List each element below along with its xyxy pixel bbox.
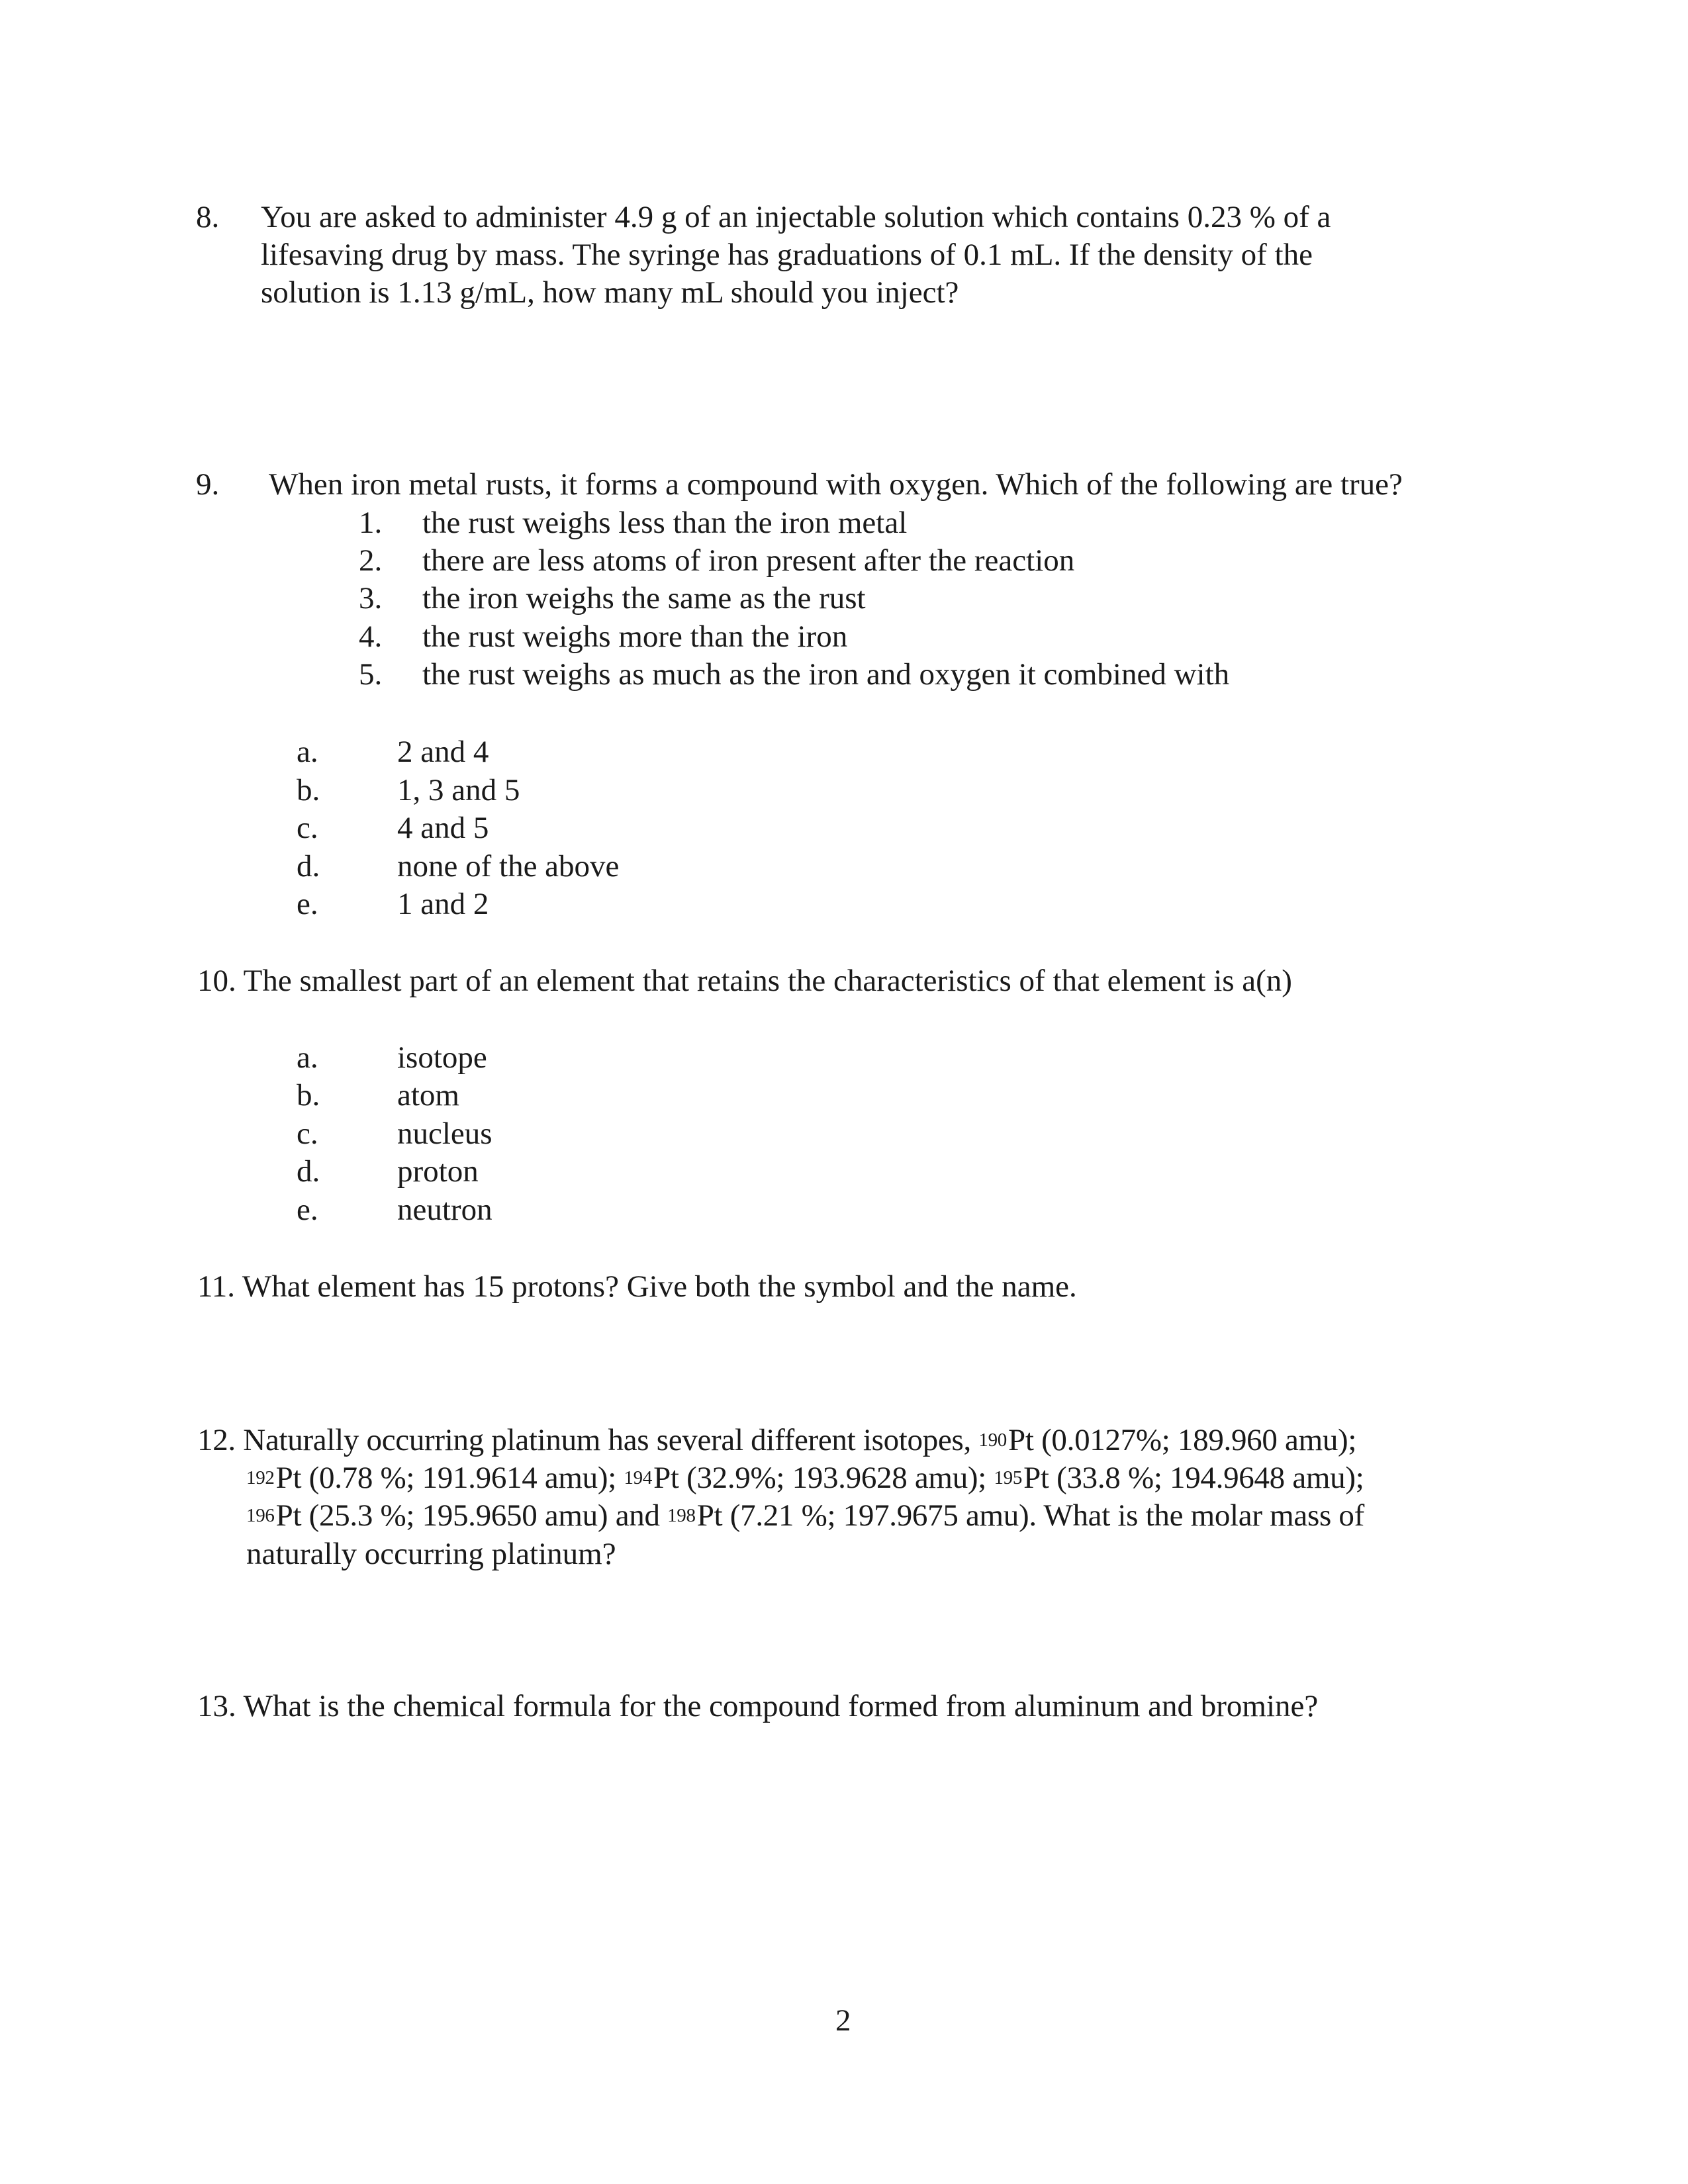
choice-text: nucleus xyxy=(397,1116,492,1151)
choice-letter: e. xyxy=(297,1193,318,1227)
choice-text: 2 and 4 xyxy=(397,735,489,769)
page-number: 2 xyxy=(835,2003,851,2038)
choice-letter: c. xyxy=(297,811,318,845)
isotope-mass-number: 190 xyxy=(978,1430,1008,1451)
choice-text: neutron xyxy=(397,1193,492,1227)
question-text-line: solution is 1.13 g/mL, how many mL should you inject? xyxy=(261,275,959,310)
choice-letter: a. xyxy=(297,1040,318,1075)
choice-letter: b. xyxy=(297,1078,320,1113)
question-text-line xyxy=(246,1459,1364,1497)
question-stem: When iron metal rusts, it forms a compound with oxygen. Which of the following are true? xyxy=(269,467,1403,502)
statement-number: 2. xyxy=(359,543,383,578)
question-text-line xyxy=(197,1422,1356,1459)
isotope-mass-number: 195 xyxy=(994,1467,1023,1488)
isotope-mass-number: 196 xyxy=(246,1505,275,1526)
statement-text: there are less atoms of iron present after the reaction xyxy=(422,543,1075,578)
statement-number: 1. xyxy=(359,506,383,540)
choice-text: 4 and 5 xyxy=(397,811,489,845)
statement-text: the rust weighs as much as the iron and oxygen it combined with xyxy=(422,657,1230,692)
choice-letter: e. xyxy=(297,887,318,921)
isotope-data: Pt (7.21 %; 197.9675 amu). What is the molar mass of xyxy=(696,1498,1364,1533)
question-number: 9. xyxy=(196,467,220,502)
isotope-mass-number: 194 xyxy=(624,1467,653,1488)
statement-number: 3. xyxy=(359,581,383,615)
isotope-mass-number: 192 xyxy=(246,1467,275,1488)
question-text-line: You are asked to administer 4.9 g of an injectable solution which contains 0.23 % of a xyxy=(261,200,1331,234)
statement-text: the iron weighs the same as the rust xyxy=(422,581,866,615)
question-text-line xyxy=(246,1497,1364,1535)
choice-text: 1, 3 and 5 xyxy=(397,773,520,807)
choice-letter: d. xyxy=(297,849,320,884)
question-stem: 13. What is the chemical formula for the compound formed from aluminum and bromine? xyxy=(197,1689,1319,1723)
choice-text: isotope xyxy=(397,1040,487,1075)
statement-number: 4. xyxy=(359,619,383,654)
question-text-line: lifesaving drug by mass. The syringe has graduations of 0.1 mL. If the density of the xyxy=(261,238,1313,272)
statement-text: the rust weighs more than the iron xyxy=(422,619,848,654)
question-stem: 10. The smallest part of an element that retains the characteristics of that element is a(n) xyxy=(197,964,1292,998)
choice-text: 1 and 2 xyxy=(397,887,489,921)
isotope-data: Pt (33.8 %; 194.9648 amu); xyxy=(1023,1461,1364,1495)
choice-letter: d. xyxy=(297,1154,320,1189)
choice-letter: c. xyxy=(297,1116,318,1151)
choice-text: proton xyxy=(397,1154,479,1189)
statement-text: the rust weighs less than the iron metal xyxy=(422,506,908,540)
statement-number: 5. xyxy=(359,657,383,692)
question-number: 8. xyxy=(196,200,220,234)
question-stem: 11. What element has 15 protons? Give both the symbol and the name. xyxy=(197,1269,1077,1304)
isotope-data: Pt (0.78 %; 191.9614 amu); xyxy=(275,1461,624,1495)
choice-letter: a. xyxy=(297,735,318,769)
choice-letter: b. xyxy=(297,773,320,807)
isotope-data: Pt (32.9%; 193.9628 amu); xyxy=(653,1461,994,1495)
question-stem: 12. Naturally occurring platinum has several different isotopes, xyxy=(197,1423,979,1457)
choice-text: atom xyxy=(397,1078,459,1113)
question-text-line: naturally occurring platinum? xyxy=(246,1537,616,1571)
isotope-mass-number: 198 xyxy=(667,1505,696,1526)
choice-text: none of the above xyxy=(397,849,620,884)
isotope-data: Pt (25.3 %; 195.9650 amu) and xyxy=(275,1498,668,1533)
isotope-data: Pt (0.0127%; 189.960 amu); xyxy=(1008,1423,1357,1457)
